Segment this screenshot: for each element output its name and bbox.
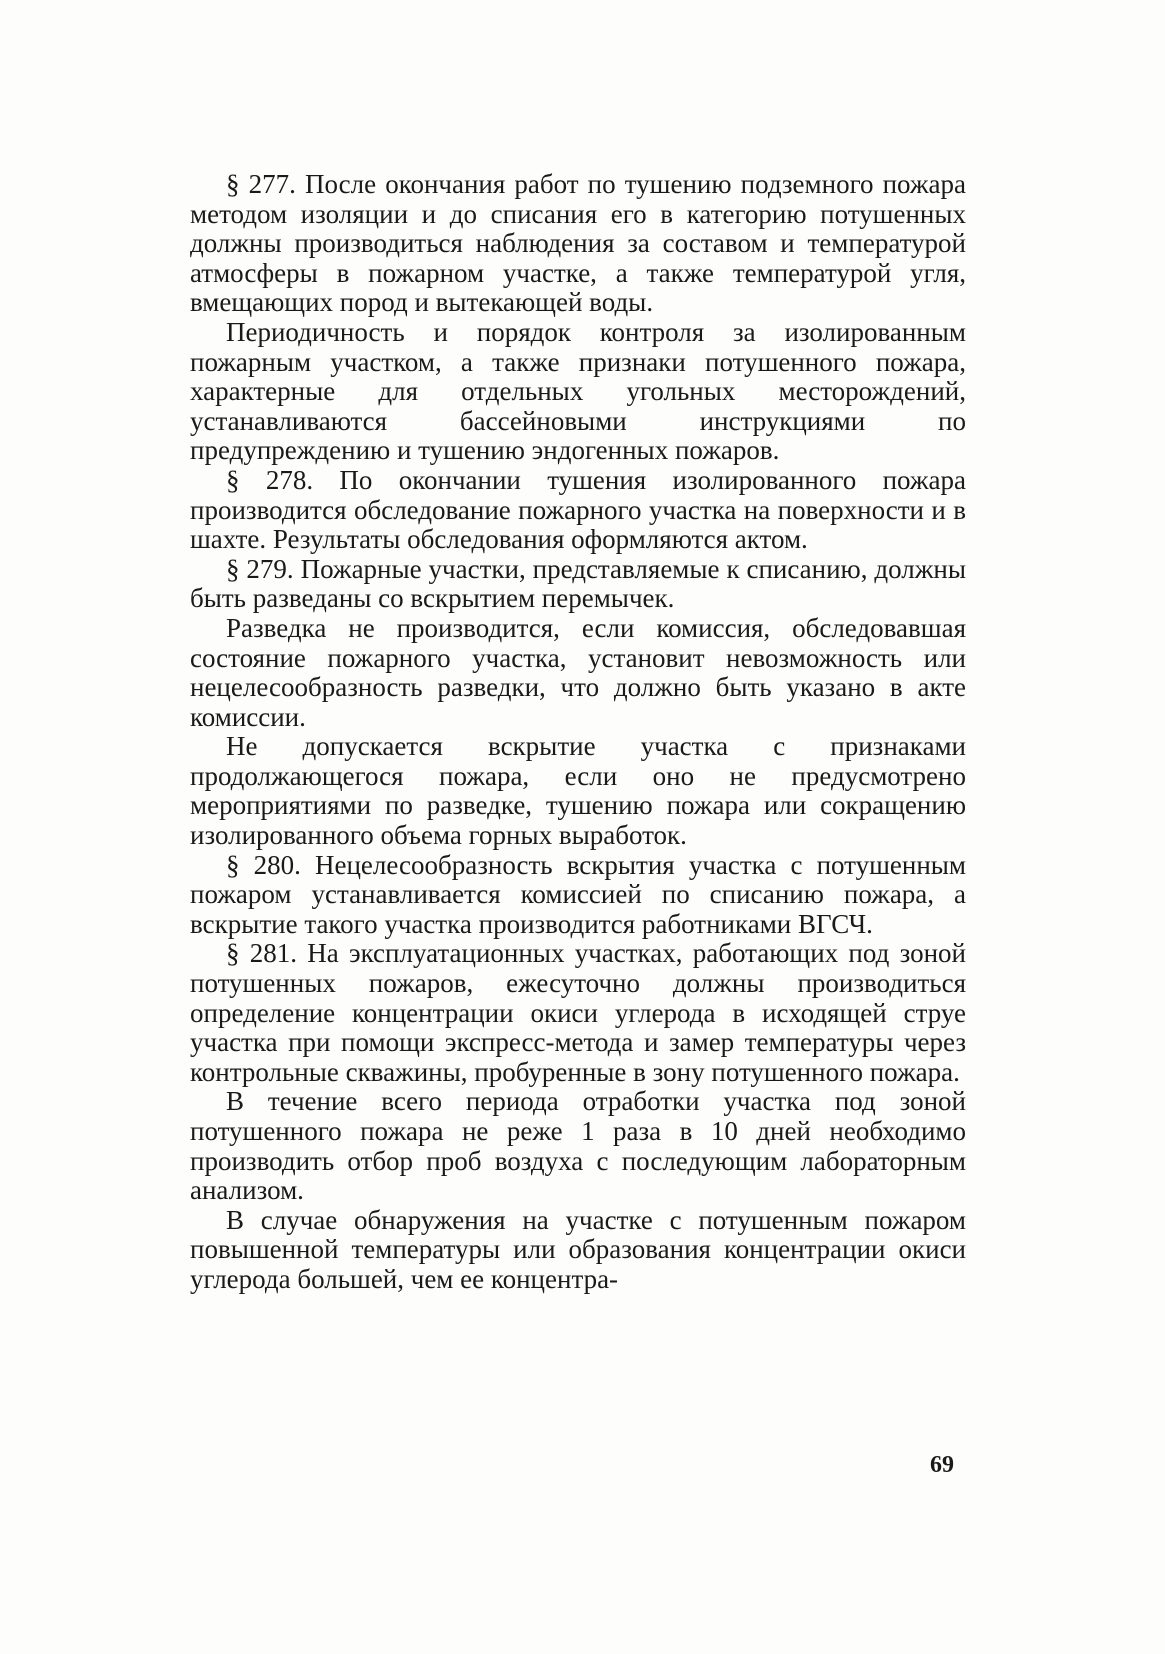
paragraph-air-sampling: В течение всего периода отработки участка под зоной потушенного пожара не реже 1 раза в 10 дней необходимо производить отбор проб воздуха с последующим лабораторным анализом. (190, 1086, 966, 1206)
paragraph-detection: В случае обнаружения на участке с потушенным пожаром повышенной температуры или образования концентрации окиси углерода большей, чем ее концентра- (190, 1204, 966, 1294)
paragraph-279: § 279. Пожарные участки, представляемые к списанию, должны быть разведаны со вскрытием перемычек. (190, 553, 966, 614)
page-number: 69 (930, 1452, 954, 1478)
paragraph-periodicity: Периодичность и порядок контроля за изолированным пожарным участком, а также признаки потушенного пожара, характерные для отдельных угольных месторождений, устанавливаются бассейновыми инструкциями по предупреждению и тушению эндогенных пожаров. (190, 316, 966, 466)
paragraph-278: § 278. По окончании тушения изолированного пожара производится обследование пожарного участка на поверхности и в шахте. Результаты обследования оформляются актом. (190, 464, 966, 555)
paragraph-281: § 281. На эксплуатационных участках, работающих под зоной потушенных пожаров, ежесуточно должны производиться определение концентрации окиси углерода в исходящей струе участка при помощи экспресс-метода и замер температуры через контрольные скважины, пробуренные в зону потушенного пожара. (190, 938, 966, 1087)
paragraph-280: § 280. Нецелесообразность вскрытия участка с потушенным пожаром устанавливается комиссией по списанию пожара, а вскрытие такого участка производится работниками ВГСЧ. (190, 849, 966, 939)
body-text (190, 170, 966, 1295)
paragraph-opening-prohibited: Не допускается вскрытие участка с признаками продолжающегося пожара, если оно не предусмотрено мероприятиями по разведке, тушению пожара или сокращению изолированного объема горных выработок. (190, 731, 966, 851)
paragraph-reconnaissance: Разведка не производится, если комиссия, обследовавшая состояние пожарного участка, установит невозможность или нецелесообразность разведки, что должно быть указано в акте комиссии. (190, 612, 966, 732)
paragraph-277: § 277. После окончания работ по тушению подземного пожара методом изоляции и до списания его в категорию потушенных должны производиться наблюдения за составом и температурой атмосферы в пожарном участке, а также температурой угля, вмещающих пород и вытекающей воды. (190, 169, 966, 318)
